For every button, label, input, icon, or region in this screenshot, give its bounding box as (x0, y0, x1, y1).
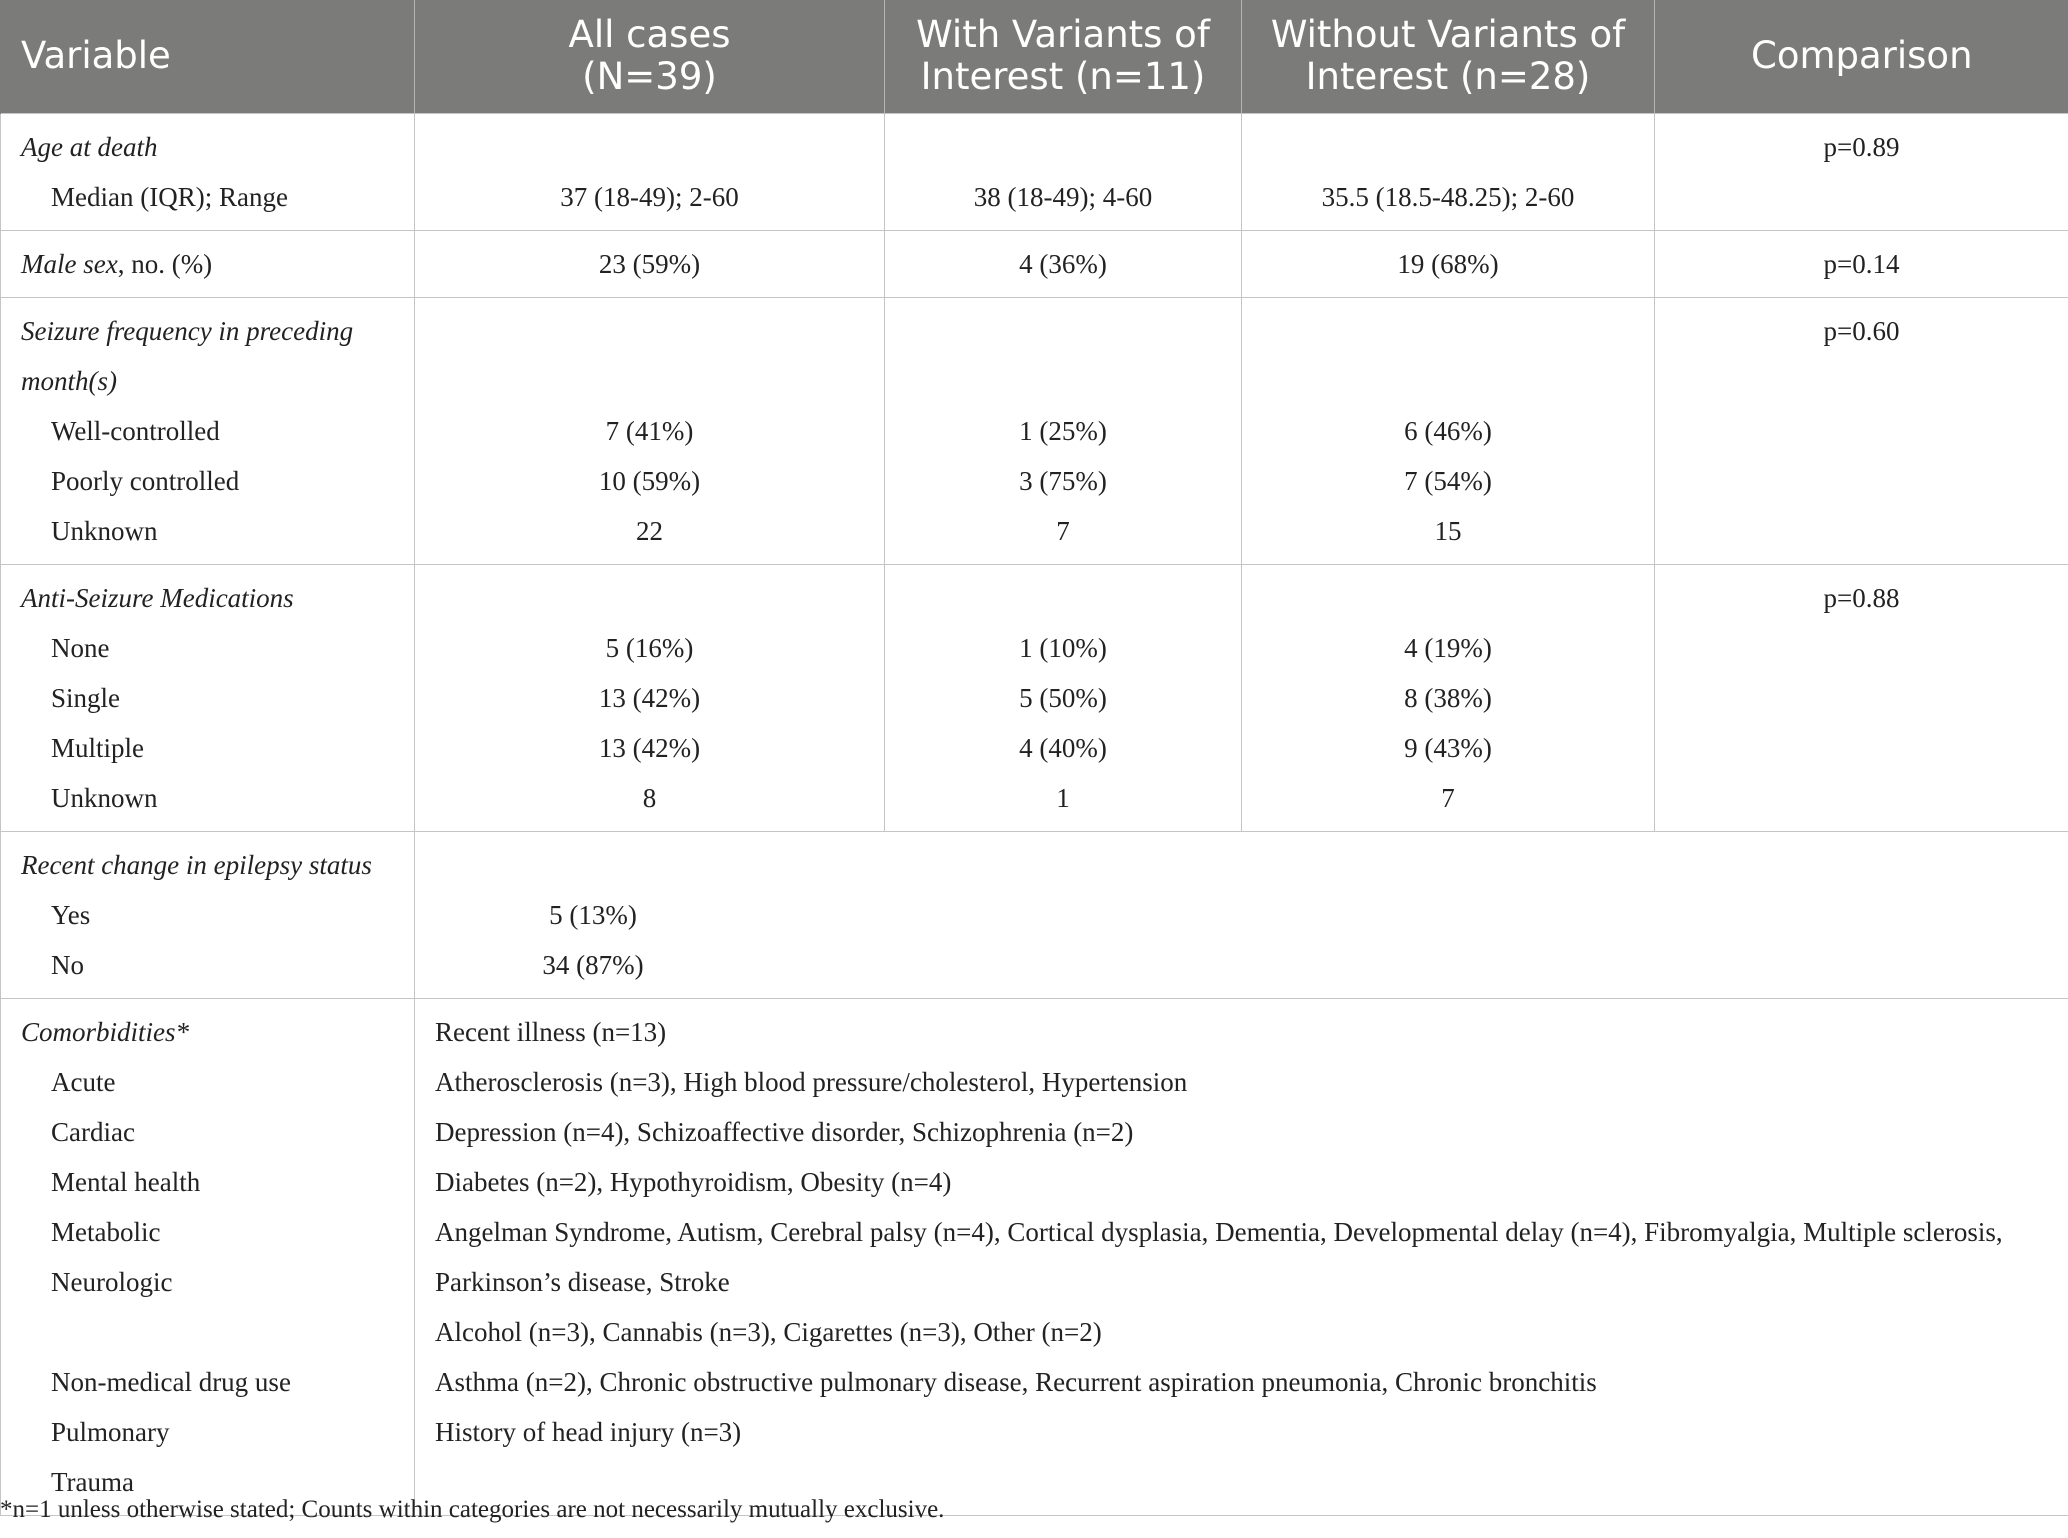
comorb-value-1: Atherosclerosis (n=3), High blood pressure/cholesterol, Hypertension (435, 1066, 1188, 1097)
seizure-label-line2: month(s) (21, 365, 117, 396)
asm-with-0: 1 (10%) (1019, 632, 1107, 663)
recent-sub-1: No (51, 949, 84, 980)
table-row-comorbidities (1, 998, 2068, 1515)
recent-all-1: 34 (87%) (542, 949, 644, 980)
male-label-rest: , no. (%) (117, 248, 213, 279)
comorb-sub-3: Metabolic (51, 1216, 161, 1247)
age-all: 37 (18-49); 2-60 (560, 181, 739, 212)
seizure-p-value: p=0.60 (1823, 315, 1900, 346)
comorb-value-5: Alcohol (n=3), Cannabis (n=3), Cigarettes (n=3), Other (n=2) (435, 1316, 1102, 1347)
header-with-variants (885, 0, 1242, 113)
asm-sub-2: Multiple (51, 732, 144, 763)
comorb-label: Comorbidities* (21, 1016, 190, 1047)
seizure-all-1: 10 (59%) (598, 465, 701, 496)
table-row-recent (1, 831, 2068, 998)
comorb-sub-2: Mental health (51, 1166, 201, 1197)
male-all: 23 (59%) (598, 248, 701, 279)
male-p-value: p=0.14 (1823, 248, 1900, 279)
comorb-value-6: Asthma (n=2), Chronic obstructive pulmonary disease, Recurrent aspiration pneumonia, Chronic bronchitis (435, 1366, 1597, 1397)
age-sub-label: Median (IQR); Range (51, 181, 288, 212)
comorb-sub-4: Neurologic (51, 1266, 173, 1297)
comorb-value-2: Depression (n=4), Schizoaffective disorder, Schizophrenia (n=2) (435, 1116, 1134, 1147)
asm-without-2: 9 (43%) (1404, 732, 1492, 763)
comorb-sub-6: Pulmonary (51, 1416, 170, 1447)
asm-sub-1: Single (51, 682, 121, 713)
asm-p-value: p=0.88 (1823, 582, 1900, 613)
male-label: Male sex (21, 248, 118, 279)
header-without-line1: Without Variants of (1270, 13, 1626, 57)
seizure-sub-1: Poorly controlled (51, 465, 240, 496)
header-all-cases (415, 0, 885, 113)
header-all-cases-line1: All cases (568, 13, 731, 57)
header-without-line2: Interest (n=28) (1305, 55, 1591, 99)
table-row-seizure (1, 297, 2068, 564)
seizure-with-0: 1 (25%) (1019, 415, 1107, 446)
asm-without-1: 8 (38%) (1404, 682, 1492, 713)
asm-with-2: 4 (40%) (1019, 732, 1107, 763)
age-without: 35.5 (18.5-48.25); 2-60 (1321, 181, 1575, 212)
comorb-sub-1: Cardiac (51, 1116, 135, 1147)
comorb-sub-7: Trauma (51, 1466, 135, 1497)
header-comparison: Comparison (1655, 0, 2068, 113)
comorb-sub-5: Non-medical drug use (51, 1366, 291, 1397)
table-footnote: *n=1 unless otherwise stated; Counts within categories are not necessarily mutually exclusive. (0, 1496, 945, 1523)
recent-sub-0: Yes (51, 899, 91, 930)
asm-all-3: 8 (642, 782, 657, 813)
asm-sub-0: None (51, 632, 110, 663)
header-all-cases-line2: (N=39) (582, 55, 717, 99)
table-row-male (1, 230, 2068, 297)
male-with: 4 (36%) (1019, 248, 1107, 279)
asm-all-0: 5 (16%) (605, 632, 694, 663)
header-with-line2: Interest (n=11) (920, 55, 1206, 99)
seizure-label-line1: Seizure frequency in preceding (21, 315, 354, 346)
male-without: 19 (68%) (1397, 248, 1499, 279)
asm-label: Anti-Seizure Medications (21, 582, 294, 613)
seizure-sub-2: Unknown (51, 515, 158, 546)
asm-without-3: 7 (1441, 782, 1455, 813)
seizure-all-2: 22 (636, 515, 663, 546)
header-with-line1: With Variants of (916, 13, 1210, 57)
comorb-value-4: Angelman Syndrome, Autism, Cerebral palsy (n=4), Cortical dysplasia, Dementia, Developmental delay (n=4), Fibromyalgia, Multiple sclerosis, Parkinson’s disease, Stroke (435, 1216, 2003, 1297)
header-without-variants (1242, 0, 1655, 113)
age-label: Age at death (21, 131, 158, 162)
comorb-value-0: Recent illness (n=13) (435, 1016, 667, 1047)
table-row-age (1, 113, 2068, 230)
comorb-sub-0: Acute (51, 1066, 116, 1097)
seizure-sub-0: Well-controlled (51, 415, 220, 446)
comorb-value-7: History of head injury (n=3) (435, 1416, 742, 1447)
asm-with-3: 1 (1056, 782, 1070, 813)
seizure-without-2: 15 (1434, 515, 1462, 546)
asm-all-1: 13 (42%) (598, 682, 701, 713)
recent-all-0: 5 (13%) (549, 899, 637, 930)
asm-all-2: 13 (42%) (598, 732, 701, 763)
seizure-without-1: 7 (54%) (1404, 465, 1492, 496)
header-variable: Variable (1, 0, 415, 113)
asm-with-1: 5 (50%) (1019, 682, 1107, 713)
table-row-asm (1, 564, 2068, 831)
header-row (1, 0, 2068, 113)
recent-label: Recent change in epilepsy status (21, 849, 372, 880)
asm-sub-3: Unknown (51, 782, 158, 813)
age-p-value: p=0.89 (1823, 131, 1900, 162)
seizure-all-0: 7 (41%) (605, 415, 694, 446)
age-with: 38 (18-49); 4-60 (973, 181, 1153, 212)
seizure-without-0: 6 (46%) (1404, 415, 1492, 446)
seizure-with-1: 3 (75%) (1019, 465, 1107, 496)
seizure-with-2: 7 (1056, 515, 1070, 546)
comorb-value-3: Diabetes (n=2), Hypothyroidism, Obesity (n=4) (435, 1166, 952, 1197)
asm-without-0: 4 (19%) (1404, 632, 1492, 663)
